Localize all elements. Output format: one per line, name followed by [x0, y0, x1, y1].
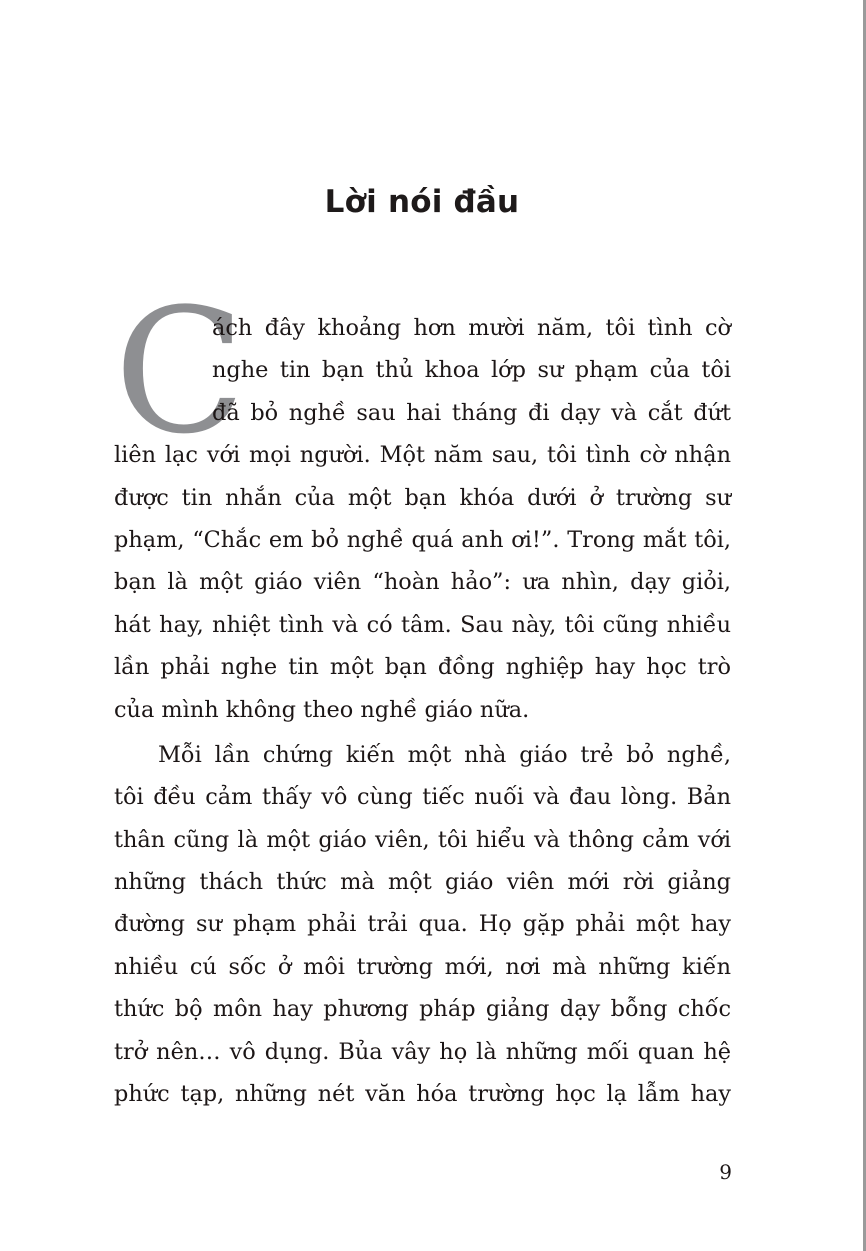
text-line: lần phải nghe tin một bạn đồng nghiệp hay học trò: [114, 654, 731, 681]
text-line: phức tạp, những nét văn hóa trường học lạ lẫm hay: [114, 1081, 731, 1108]
paragraph-2: [114, 734, 731, 1116]
page-number: 9: [719, 1160, 732, 1184]
text-line: nghe tin bạn thủ khoa lớp sư phạm của tôi: [212, 357, 731, 384]
text-line: thức bộ môn hay phương pháp giảng dạy bỗng chốc: [114, 996, 731, 1023]
text-line: liên lạc với mọi người. Một năm sau, tôi tình cờ nhận: [114, 442, 731, 469]
text-line: những thách thức mà một giáo viên mới rời giảng: [114, 869, 731, 896]
text-line: đã bỏ nghề sau hai tháng đi dạy và cắt đứt: [212, 399, 731, 426]
text-line: nhiều cú sốc ở môi trường mới, nơi mà những kiến: [114, 953, 731, 980]
drop-cap-letter: C: [114, 271, 246, 472]
chapter-title: Lời nói đầu: [324, 184, 520, 220]
text-line: phạm, “Chắc em bỏ nghề quá anh ơi!”. Trong mắt tôi,: [114, 526, 731, 553]
text-line: hát hay, nhiệt tình và có tâm. Sau này, tôi cũng nhiều: [114, 611, 731, 638]
text-line: ách đây khoảng hơn mười năm, tôi tình cờ: [212, 315, 731, 341]
text-line: thân cũng là một giáo viên, tôi hiểu và thông cảm với: [114, 826, 731, 853]
text-line: được tin nhắn của một bạn khóa dưới ở trường sư: [114, 484, 731, 511]
text-line: tôi đều cảm thấy vô cùng tiếc nuối và đau lòng. Bản: [114, 784, 731, 811]
text-line: Mỗi lần chứng kiến một nhà giáo trẻ bỏ nghề,: [158, 741, 731, 768]
body-text: [114, 307, 731, 1115]
text-line: bạn là một giáo viên “hoàn hảo”: ưa nhìn, dạy giỏi,: [114, 569, 731, 596]
text-line: đường sư phạm phải trải qua. Họ gặp phải một hay: [114, 911, 731, 938]
text-line: trở nên… vô dụng. Bủa vây họ là những mối quan hệ: [114, 1038, 731, 1065]
paragraph-1: [114, 307, 731, 731]
text-line: của mình không theo nghề giáo nữa.: [114, 696, 530, 723]
